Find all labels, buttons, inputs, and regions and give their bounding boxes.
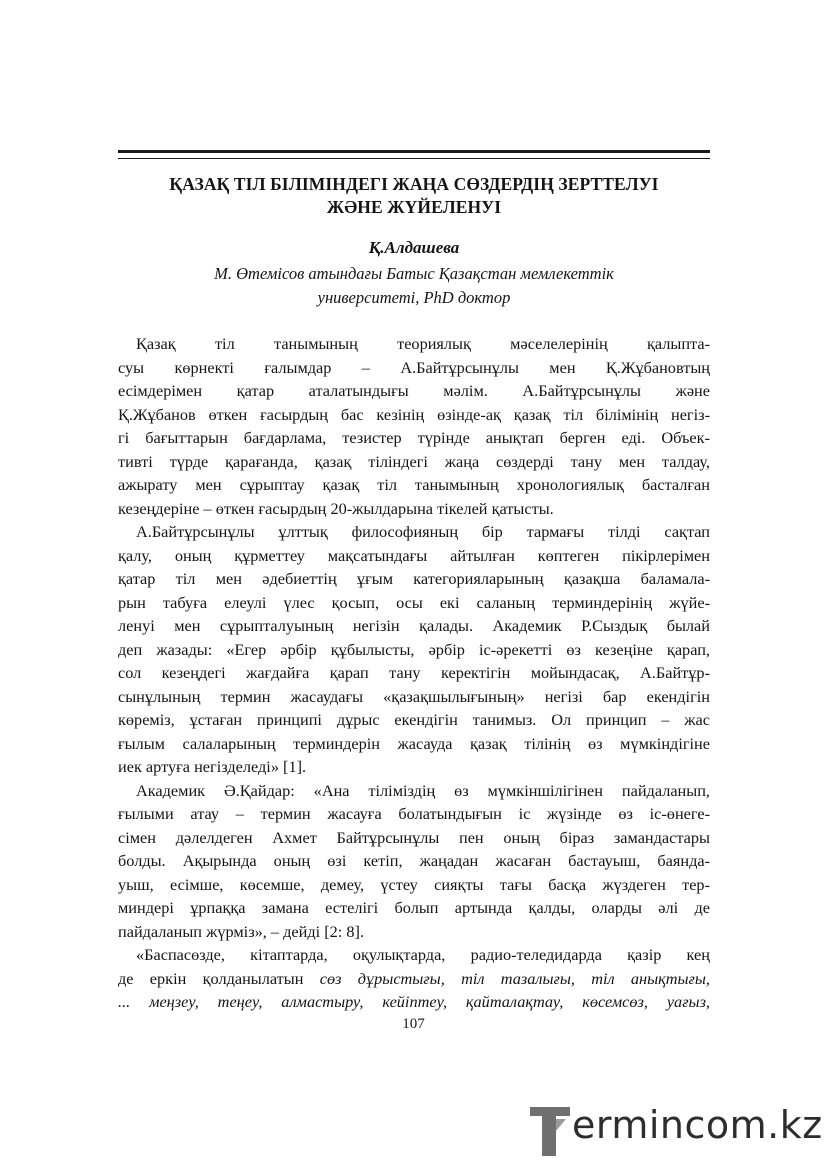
body-line: сол кезеңдегі жағдайға қарап тану керектігін мойындасақ, А.Байтұр- [118,663,710,682]
body-line: иек артуға негізделеді» [1]. [118,757,307,776]
body-line-mixed [118,967,710,991]
termincom-t-logo-icon [526,1105,574,1159]
body-line: ленуі мен сұрыпталуының негізін қалады. Академик Р.Сыздық былай [118,616,710,635]
header-rule-thin [118,158,710,159]
body-line: сынұлының термин жасаудағы «қазақшылығының» негізі бар екендігін [118,686,710,706]
body-line: кезеңдеріне – өткен ғасырдың 20-жылдарына тікелей қатысты. [118,498,554,518]
body-line: Академик Ә.Қайдар: «Ана тіліміздің өз мүмкіншілігінен пайдаланып, [136,780,710,800]
body-line: көреміз, ұстаған принципі дұрыс екендігін танимыз. Ол принцип – жас [118,710,710,729]
body-line: ғылым салаларының терминдерін жасауда қазақ тілінің өз мүмкіндігіне [118,733,710,753]
body-line: тивті түрде қарағанда, қазақ тіліндегі жаңа сөздерді тану мен талдау, [118,451,710,471]
affiliation-line-2: университеті, PhD доктор [317,288,511,307]
body-text-italic: сөз дұрыстығы, тіл тазалығы, тіл анықтығы, [319,968,710,988]
body-text-plain: де еркін қолданылатын [118,968,320,988]
title-line-2: ЖӘНЕ ЖҮЙЕЛЕНУІ [326,197,502,217]
body-line: суы көрнекті ғалымдар – А.Байтұрсынұлы мен Қ.Жұбановтың [118,357,710,377]
title-line-1: ҚАЗАҚ ТІЛ БІЛІМІНДЕГІ ЖАҢА СӨЗДЕРДІҢ ЗЕРТТЕЛУІ [169,174,659,194]
termincom-logo [526,1097,823,1161]
body-line: қалу, оның құрметтеу мақсатындағы айтылған көптеген пікірлерімен [118,545,710,565]
body-line: А.Байтұрсынұлы ұлттық философияның бір тармағы тілді сақтап [136,522,710,541]
logo-text: ermincom.kz [572,1103,823,1147]
article-body [118,332,710,1014]
page-number: 107 [402,1016,425,1032]
body-line: ғылыми атау – термин жасауға болатындығын іс жүзінде өз іс-өнеге- [118,804,710,823]
body-line: Қ.Жұбанов өткен ғасырдың бас кезінің өзінде-ақ қазақ тіл білімінің негіз- [118,404,710,424]
body-line: уыш, есімше, көсемше, демеу, үстеу сияқты тағы басқа жүздеген тер- [118,874,710,894]
body-line: миндері ұрпаққа замана естелігі болып артында қалды, оларды әлі де [118,898,710,917]
body-line-italic: ... меңзеу, теңеу, алмастыру, кейіптеу, қайталақтау, көсемсөз, уағыз, [118,992,710,1011]
body-line: болды. Ақырында оның өзі кетіп, жаңадан жасаған бастауыш, баянда- [118,851,710,870]
body-line: пайдаланып жүрміз», – дейді [2: 8]. [118,921,365,941]
body-line: қатар тіл мен әдебиеттің ұғым категорияларының қазақша баламала- [118,569,710,588]
body-line: сімен дәлелдеген Ахмет Байтұрсынұлы пен оның біраз замандастары [118,827,710,847]
body-line: деп жазады: «Егер әрбір құбылысты, әрбір іс-әрекетті өз кезеңіне қарап, [118,639,710,659]
body-line: «Баспасөзде, кітаптарда, оқулықтарда, радио-теледидарда қазір кең [136,945,710,964]
affiliation-line-1: М. Өтемісов атындағы Батыс Қазақстан мемлекеттік [214,264,614,283]
author-affiliation [118,262,710,310]
body-line: есімдерімен қатар аталатындығы мәлім. А.Байтұрсынұлы және [118,381,710,400]
body-line: ажырату мен сұрыптау қазақ тіл танымының хронологиялық басталған [118,475,710,494]
article-title [118,173,710,219]
header-rule-thick [118,150,710,153]
body-line: рын табуға елеулі үлес қосып, осы екі саланың терминдерінің жүйе- [118,592,710,612]
body-line: Қазақ тіл танымының теориялық мәселелерінің қалыпта- [136,334,710,353]
body-line: гі бағыттарын бағдарлама, тезистер түрінде анықтап берген еді. Объек- [118,428,710,447]
author-name: Қ.Алдашева [368,238,460,257]
